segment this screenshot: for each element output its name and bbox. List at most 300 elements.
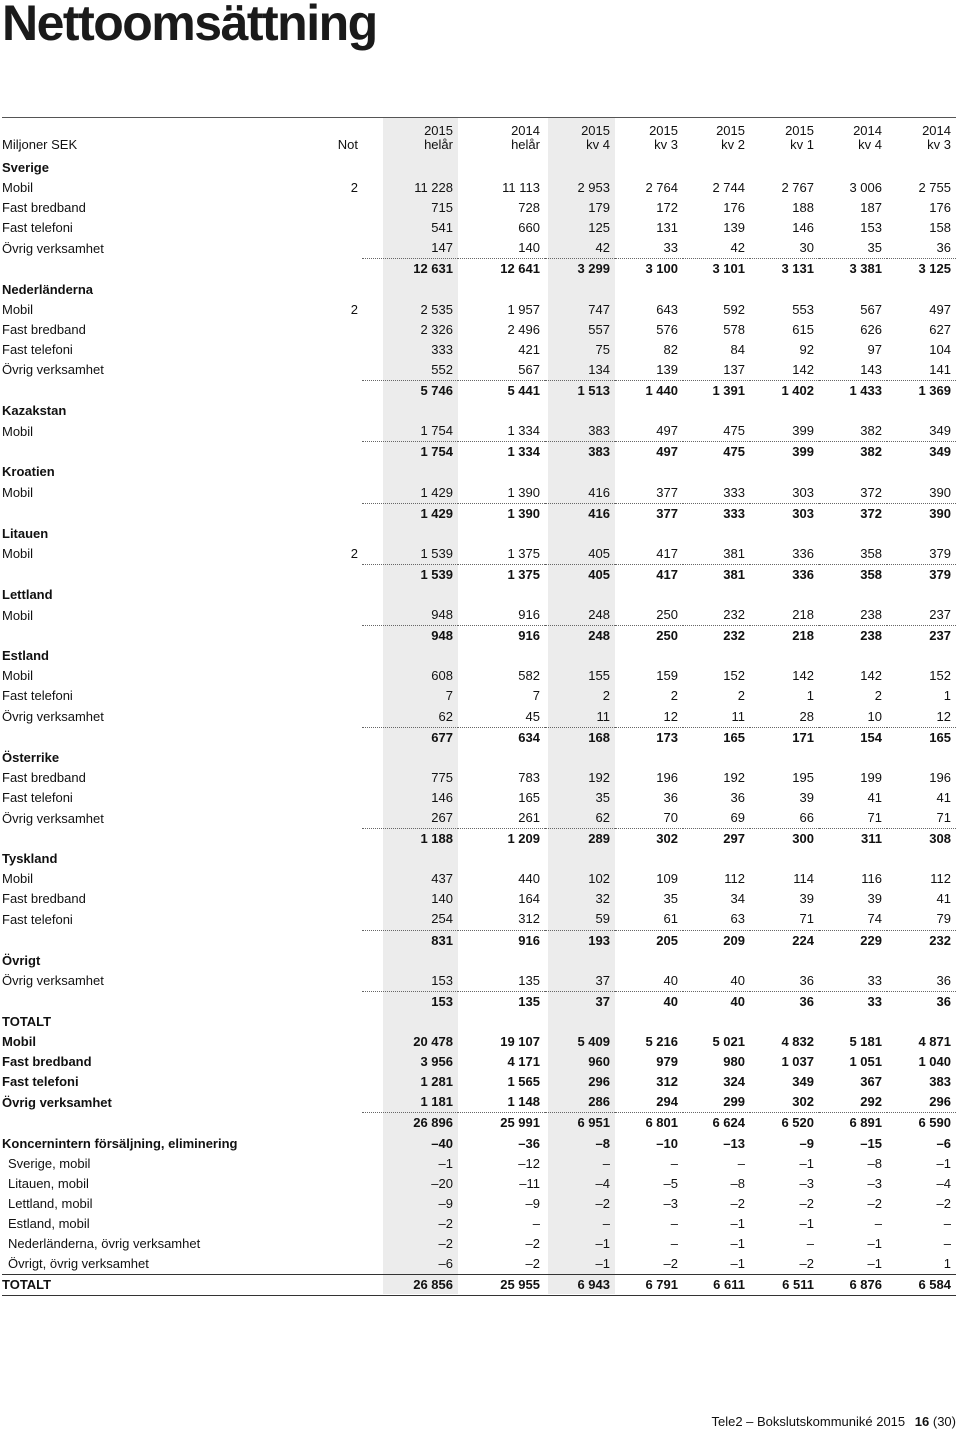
row-note <box>302 1032 362 1052</box>
cell-value: 84 <box>730 341 745 357</box>
row-note <box>302 238 362 259</box>
cell-value: 36 <box>887 991 956 1012</box>
cell-value: 114 <box>793 871 814 887</box>
cell-value <box>362 585 458 605</box>
cell-value: –6 <box>936 1135 951 1151</box>
row-note <box>302 1214 362 1234</box>
row-note <box>302 808 362 829</box>
cell-value: 171 <box>750 727 819 748</box>
cell-value: 6 943 <box>545 1275 615 1296</box>
cell-value: 6 891 <box>819 1113 887 1134</box>
cell-value: 677 <box>362 727 458 748</box>
cell-value: 399 <box>750 442 819 463</box>
cell-value <box>683 462 750 482</box>
table-row <box>2 869 956 889</box>
cell-value: 421 <box>518 341 540 357</box>
cell-value: 158 <box>929 220 951 236</box>
table-row <box>2 442 956 463</box>
cell-value: –5 <box>663 1175 678 1191</box>
section-row <box>2 462 956 482</box>
row-note <box>302 280 362 300</box>
cell-value <box>750 401 819 421</box>
cell-value: –40 <box>431 1135 453 1151</box>
cell-value: 63 <box>730 911 745 927</box>
cell-value: 196 <box>929 769 951 785</box>
cell-value <box>683 585 750 605</box>
cell-value: 437 <box>431 871 453 887</box>
cell-value <box>545 585 615 605</box>
cell-value: 2 953 <box>577 180 610 196</box>
cell-value: 237 <box>887 626 956 647</box>
cell-value: 1 040 <box>918 1054 951 1070</box>
table-row <box>2 340 956 360</box>
cell-value: 1 539 <box>362 564 458 585</box>
cell-value: 12 <box>936 708 951 724</box>
cell-value: 35 <box>867 240 882 256</box>
table-row <box>2 768 956 788</box>
cell-value: 980 <box>723 1054 745 1070</box>
cell-value: 250 <box>656 607 678 623</box>
cell-value: 35 <box>663 891 678 907</box>
cell-value <box>545 1012 615 1032</box>
cell-value <box>887 462 956 482</box>
cell-value: –1 <box>799 1215 814 1231</box>
cell-value: 36 <box>750 991 819 1012</box>
row-label <box>2 503 302 524</box>
cell-value: 41 <box>867 789 882 805</box>
row-note <box>302 442 362 463</box>
row-note <box>302 1154 362 1174</box>
column-period: kv 4 <box>858 137 882 152</box>
cell-value <box>615 646 683 666</box>
cell-value: 26 856 <box>362 1275 458 1296</box>
row-label: Övrig verksamhet <box>2 1094 112 1110</box>
cell-value <box>750 849 819 869</box>
row-label: Nederländerna, övrig verksamhet <box>8 1235 201 1251</box>
cell-value: 377 <box>615 503 683 524</box>
cell-value: 390 <box>887 503 956 524</box>
row-note <box>302 666 362 686</box>
cell-value <box>750 951 819 971</box>
cell-value: 238 <box>819 626 887 647</box>
table-row <box>2 544 956 565</box>
table-row <box>2 320 956 340</box>
cell-value: –6 <box>438 1256 453 1272</box>
cell-value <box>458 462 545 482</box>
cell-value <box>362 748 458 768</box>
table-row <box>2 1275 956 1296</box>
cell-value <box>545 849 615 869</box>
row-label: Övrig verksamhet <box>2 973 104 989</box>
table-row <box>2 930 956 951</box>
table-row <box>2 178 956 198</box>
cell-value: 382 <box>860 423 882 439</box>
row-note <box>302 462 362 482</box>
cell-value: 2 <box>737 688 745 704</box>
cell-value: 1 281 <box>420 1074 453 1090</box>
cell-value: –1 <box>730 1215 745 1231</box>
cell-value: 159 <box>656 668 678 684</box>
cell-value: 152 <box>723 668 745 684</box>
cell-value: 324 <box>723 1074 745 1090</box>
cell-value: 1 334 <box>458 442 545 463</box>
cell-value: 196 <box>656 769 678 785</box>
cell-value: 125 <box>588 220 610 236</box>
row-note <box>302 748 362 768</box>
cell-value: 20 478 <box>413 1034 453 1050</box>
cell-value: 6 876 <box>819 1275 887 1296</box>
cell-value: –2 <box>936 1195 951 1211</box>
row-note <box>302 829 362 850</box>
cell-value: –3 <box>799 1175 814 1191</box>
cell-value: 416 <box>545 503 615 524</box>
cell-value <box>750 280 819 300</box>
cell-value <box>887 280 956 300</box>
cell-value <box>887 646 956 666</box>
cell-value <box>683 1012 750 1032</box>
row-label: Mobil <box>2 668 34 684</box>
cell-value <box>683 849 750 869</box>
cell-value: 6 590 <box>887 1113 956 1134</box>
cell-value: 25 955 <box>458 1275 545 1296</box>
row-note <box>302 889 362 909</box>
cell-value: 61 <box>663 911 678 927</box>
cell-value <box>683 951 750 971</box>
cell-value: 10 <box>867 708 882 724</box>
cell-value: 336 <box>750 564 819 585</box>
cell-value: 40 <box>730 972 745 988</box>
cell-value: 75 <box>595 341 610 357</box>
cell-value: –4 <box>936 1175 951 1191</box>
cell-value: –11 <box>519 1175 540 1191</box>
row-label: Fast telefoni <box>2 789 73 805</box>
row-note <box>302 360 362 381</box>
cell-value: 1 390 <box>458 503 545 524</box>
row-note: 2 <box>350 301 358 317</box>
cell-value: 41 <box>936 789 951 805</box>
column-period: kv 3 <box>927 137 951 152</box>
cell-value: –9 <box>525 1195 540 1211</box>
column-header <box>887 118 956 158</box>
cell-value: 2 767 <box>781 180 814 196</box>
header-not: Not <box>337 137 358 152</box>
cell-value <box>819 401 887 421</box>
cell-value: 134 <box>588 361 610 377</box>
cell-value: 135 <box>458 991 545 1012</box>
cell-value: 2 <box>670 688 678 704</box>
row-label <box>2 727 302 748</box>
header-row <box>2 118 956 158</box>
cell-value: 147 <box>431 240 453 256</box>
cell-value: 303 <box>792 484 814 500</box>
cell-value: –3 <box>867 1175 882 1191</box>
cell-value: 916 <box>458 930 545 951</box>
cell-value: 232 <box>683 626 750 647</box>
cell-value: 36 <box>936 240 951 256</box>
cell-value <box>362 401 458 421</box>
row-note <box>302 971 362 992</box>
cell-value: 92 <box>799 341 814 357</box>
row-note <box>302 401 362 421</box>
cell-value: 1 <box>806 688 814 704</box>
cell-value: 172 <box>656 200 678 216</box>
table-row <box>2 1234 956 1254</box>
page-footer <box>711 1414 956 1429</box>
cell-value: 578 <box>723 321 745 337</box>
column-header <box>545 118 615 158</box>
cell-value: 627 <box>929 321 951 337</box>
cell-value: 390 <box>929 484 951 500</box>
cell-value: 135 <box>518 972 540 988</box>
cell-value: 237 <box>929 607 951 623</box>
table-row <box>2 564 956 585</box>
cell-value: –13 <box>723 1135 745 1151</box>
row-label: TOTALT <box>2 1275 302 1296</box>
cell-value: 372 <box>860 484 882 500</box>
cell-value: –2 <box>663 1256 678 1272</box>
row-note <box>302 727 362 748</box>
table-row <box>2 1174 956 1194</box>
cell-value: 608 <box>431 668 453 684</box>
cell-value: 36 <box>799 972 814 988</box>
cell-value: 71 <box>867 810 882 825</box>
cell-value: –1 <box>438 1155 453 1171</box>
cell-value: 1 148 <box>507 1094 540 1110</box>
cell-value <box>545 748 615 768</box>
cell-value: –2 <box>799 1195 814 1211</box>
row-note <box>302 768 362 788</box>
cell-value: 557 <box>588 321 610 337</box>
row-label: Litauen <box>2 525 49 541</box>
table-row <box>2 198 956 218</box>
cell-value: 168 <box>545 727 615 748</box>
cell-value: 289 <box>545 829 615 850</box>
cell-value: 11 <box>731 708 745 724</box>
row-label: Estland <box>2 648 49 664</box>
cell-value: 5 181 <box>849 1034 882 1050</box>
cell-value: –2 <box>438 1235 453 1251</box>
cell-value: 2 326 <box>420 321 453 337</box>
cell-value: 728 <box>518 200 540 216</box>
revenue-table <box>2 118 956 1296</box>
cell-value: 139 <box>656 361 678 377</box>
cell-value: 5 441 <box>458 381 545 402</box>
cell-value <box>750 1012 819 1032</box>
column-period: kv 4 <box>586 137 610 152</box>
cell-value <box>819 585 887 605</box>
row-label: Mobil <box>2 180 34 196</box>
cell-value: 70 <box>663 810 678 825</box>
cell-value <box>615 585 683 605</box>
cell-value <box>887 951 956 971</box>
cell-value: 336 <box>792 545 814 561</box>
cell-value <box>458 401 545 421</box>
column-year: 2015 <box>581 123 610 138</box>
row-label: Fast bredband <box>2 321 86 337</box>
cell-value <box>545 280 615 300</box>
cell-value <box>545 158 615 178</box>
cell-value: 33 <box>663 240 678 256</box>
cell-value: 311 <box>819 829 887 850</box>
column-header <box>750 118 819 158</box>
section-row <box>2 524 956 544</box>
cell-value <box>887 524 956 544</box>
cell-value <box>683 280 750 300</box>
column-header <box>458 118 545 158</box>
cell-value: 45 <box>525 708 540 724</box>
cell-value: 179 <box>588 200 610 216</box>
row-note <box>302 198 362 218</box>
row-label: Lettland <box>2 586 53 602</box>
cell-value: 188 <box>792 200 814 216</box>
cell-value: 296 <box>588 1074 610 1090</box>
cell-value: 248 <box>588 607 610 623</box>
row-note <box>302 483 362 504</box>
cell-value: –36 <box>518 1135 540 1151</box>
cell-value: 109 <box>656 871 678 887</box>
cell-value: 626 <box>860 321 882 337</box>
cell-value: 6 511 <box>750 1275 819 1296</box>
row-label <box>2 1113 302 1134</box>
cell-value: 1 181 <box>420 1094 453 1110</box>
row-label: Mobil <box>2 423 34 439</box>
cell-value: 416 <box>588 484 610 500</box>
cell-value: 358 <box>860 545 882 561</box>
cell-value: 2 764 <box>645 180 678 196</box>
cell-value: 37 <box>595 972 610 988</box>
row-note <box>302 218 362 238</box>
cell-value: –1 <box>730 1235 745 1251</box>
cell-value: 35 <box>595 789 610 805</box>
cell-value <box>458 158 545 178</box>
cell-value: 250 <box>615 626 683 647</box>
cell-value: 292 <box>860 1094 882 1110</box>
cell-value: 4 832 <box>781 1034 814 1050</box>
cell-value: 62 <box>595 810 610 825</box>
cell-value: 261 <box>518 810 540 825</box>
cell-value: – <box>602 1215 610 1231</box>
cell-value: – <box>532 1215 540 1231</box>
row-note <box>302 564 362 585</box>
cell-value: 28 <box>799 708 814 724</box>
cell-value: 7 <box>445 688 453 704</box>
cell-value: 747 <box>588 301 610 317</box>
cell-value: 497 <box>656 423 678 439</box>
cell-value: 97 <box>867 341 882 357</box>
cell-value: 1 429 <box>362 503 458 524</box>
cell-value: 3 131 <box>750 259 819 280</box>
cell-value: 267 <box>431 810 453 825</box>
cell-value <box>887 158 956 178</box>
table-row <box>2 218 956 238</box>
cell-value: 6 791 <box>615 1275 683 1296</box>
cell-value: 32 <box>595 891 610 907</box>
cell-value: 153 <box>431 972 453 988</box>
row-label: Mobil <box>2 1034 36 1050</box>
row-note <box>302 909 362 930</box>
cell-value: 553 <box>792 301 814 317</box>
cell-value: 775 <box>431 769 453 785</box>
cell-value: 7 <box>532 688 540 704</box>
row-note <box>302 381 362 402</box>
cell-value: 383 <box>588 423 610 439</box>
cell-value: – <box>874 1215 882 1231</box>
cell-value <box>615 158 683 178</box>
cell-value: 62 <box>438 708 453 724</box>
table-row <box>2 1134 956 1154</box>
cell-value <box>750 462 819 482</box>
cell-value: –1 <box>867 1256 882 1272</box>
cell-value <box>750 646 819 666</box>
cell-value: – <box>737 1155 745 1171</box>
table-row <box>2 788 956 808</box>
table-row <box>2 889 956 909</box>
cell-value: 3 381 <box>819 259 887 280</box>
table-row <box>2 626 956 647</box>
row-label: Mobil <box>2 301 34 317</box>
row-note <box>302 1174 362 1194</box>
cell-value: –8 <box>867 1155 882 1171</box>
cell-value: –9 <box>438 1195 453 1211</box>
cell-value: 164 <box>518 891 540 907</box>
cell-value: 302 <box>792 1094 814 1110</box>
table-row <box>2 381 956 402</box>
cell-value: 39 <box>799 789 814 805</box>
section-row <box>2 158 956 178</box>
page-title: Nettoomsättning <box>2 0 377 51</box>
cell-value: 367 <box>860 1074 882 1090</box>
cell-value: 142 <box>792 361 814 377</box>
row-note <box>302 1234 362 1254</box>
row-label: Fast bredband <box>2 769 86 785</box>
cell-value: –1 <box>936 1155 951 1171</box>
row-label: Fast bredband <box>2 891 86 907</box>
cell-value: 634 <box>458 727 545 748</box>
cell-value: 153 <box>362 991 458 1012</box>
cell-value: 1 433 <box>819 381 887 402</box>
cell-value: 146 <box>431 789 453 805</box>
column-period: kv 2 <box>721 137 745 152</box>
row-label: Övrigt, övrig verksamhet <box>8 1256 149 1272</box>
cell-value <box>362 462 458 482</box>
cell-value: 165 <box>518 789 540 805</box>
cell-value: 116 <box>861 871 882 887</box>
row-note <box>302 707 362 728</box>
cell-value: 229 <box>819 930 887 951</box>
row-note <box>302 951 362 971</box>
row-label: Koncernintern försäljning, eliminering <box>2 1135 238 1151</box>
cell-value <box>615 462 683 482</box>
row-label <box>2 564 302 585</box>
cell-value: 1 402 <box>750 381 819 402</box>
cell-value: 36 <box>663 789 678 805</box>
row-note <box>302 849 362 869</box>
cell-value: 567 <box>518 361 540 377</box>
table-row <box>2 259 956 280</box>
cell-value: 1 334 <box>507 423 540 439</box>
cell-value: 6 611 <box>683 1275 750 1296</box>
section-row <box>2 849 956 869</box>
table-row <box>2 1194 956 1214</box>
cell-value: 715 <box>431 200 453 216</box>
cell-value: 6 801 <box>615 1113 683 1134</box>
cell-value: 6 624 <box>683 1113 750 1134</box>
cell-value: –1 <box>730 1256 745 1272</box>
cell-value: 143 <box>860 361 882 377</box>
cell-value: 209 <box>683 930 750 951</box>
footer-text: Tele2 – Bokslutskommuniké 2015 <box>711 1414 906 1429</box>
cell-value: –9 <box>799 1135 814 1151</box>
